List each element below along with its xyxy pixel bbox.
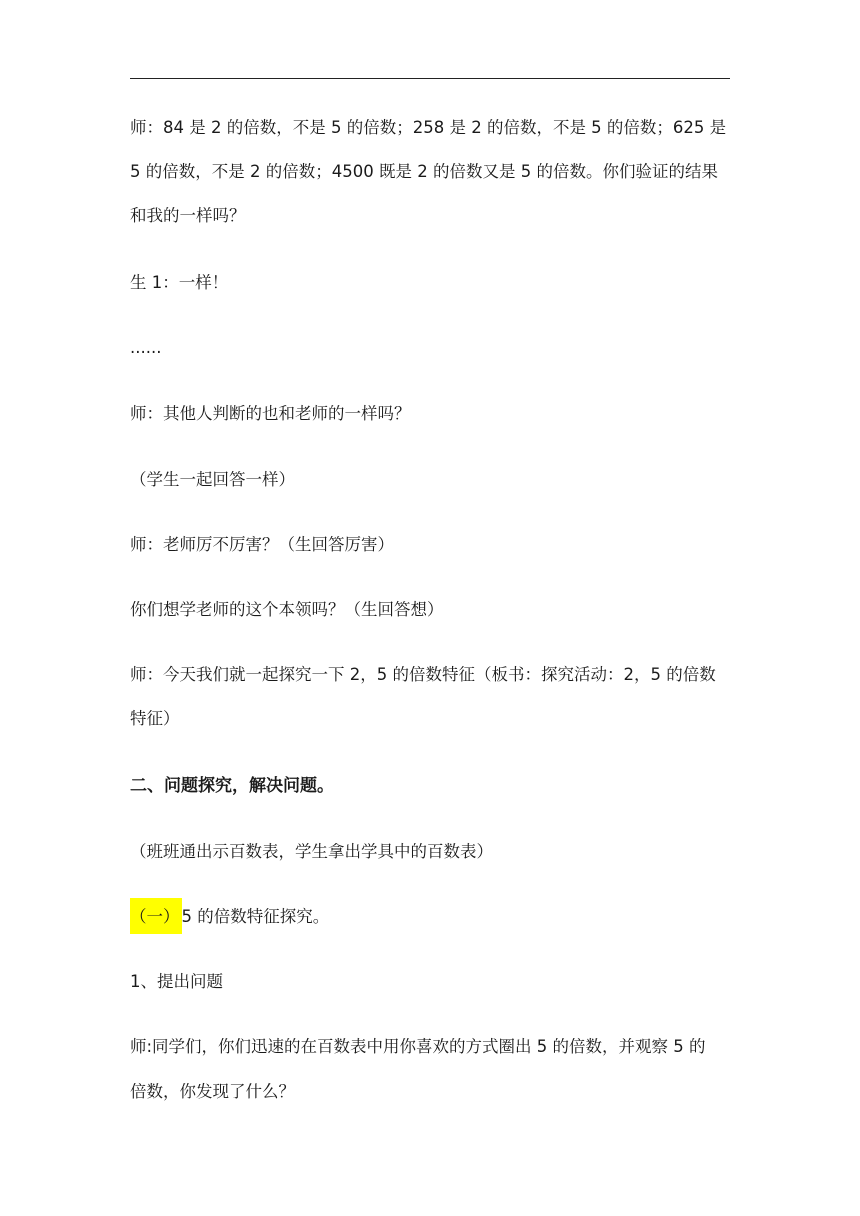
step-title-ask-question: 1、提出问题 — [130, 972, 223, 991]
paragraph-teacher-skill: 师：老师厉不厉害？（生回答厉害） — [130, 535, 394, 554]
paragraph-teacher-instruction-line-1: 师:同学们，你们迅速的在百数表中用你喜欢的方式圈出 5 的倍数，并观察 5 的 — [130, 1037, 706, 1056]
paragraph-student-reply: 生 1：一样！ — [130, 273, 229, 292]
paragraph-want-learn: 你们想学老师的这个本领吗？（生回答想） — [130, 600, 444, 619]
paragraph-teacher-verify-line-2: 5 的倍数，不是 2 的倍数；4500 既是 2 的倍数又是 5 的倍数。你们验证的结果 — [130, 162, 718, 181]
paragraph-teacher-others: 师：其他人判断的也和老师的一样吗？ — [130, 404, 411, 423]
paragraph-teacher-topic-line-2: 特征） — [130, 709, 180, 728]
paragraph-teacher-verify-line-3: 和我的一样吗？ — [130, 206, 246, 225]
subsection-title-multiples-of-5 — [130, 906, 734, 928]
paragraph-students-answer: （学生一起回答一样） — [130, 470, 295, 489]
paragraph-hundred-chart: （班班通出示百数表，学生拿出学具中的百数表） — [130, 842, 493, 861]
paragraph-teacher-topic-line-1: 师：今天我们就一起探究一下 2，5 的倍数特征（板书：探究活动：2，5 的倍数 — [130, 665, 716, 684]
paragraph-teacher-instruction-line-2: 倍数，你发现了什么？ — [130, 1082, 295, 1101]
paragraph-ellipsis: ...... — [130, 338, 162, 357]
section-heading: 二、问题探究，解决问题。 — [130, 776, 334, 796]
paragraph-teacher-verify-line-1: 师：84 是 2 的倍数，不是 5 的倍数；258 是 2 的倍数，不是 5 的倍数；625 是 — [130, 118, 727, 137]
subsection-title-text: 5 的倍数特征探究。 — [181, 907, 330, 926]
header-rule — [130, 78, 730, 79]
highlighted-section-number: （一） — [130, 898, 182, 934]
